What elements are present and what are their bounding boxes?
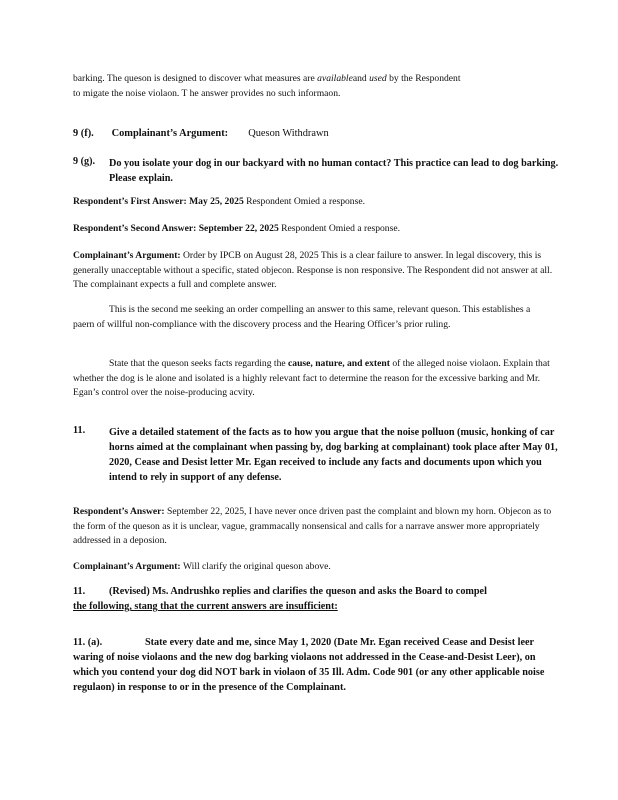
q11rev-number: 11.: [73, 586, 86, 597]
q11rev-text: (Revised) Ms. Andrushko replies and clarifies the queson and asks the Board to compel: [109, 586, 487, 597]
q9g-text: Do you isolate your dog in our backyard with no human contact? This practice can lead to dog barking. Please explain.: [109, 158, 559, 184]
paragraph-second-time: This is the second me seeking an order compelling an answer to this same, relevant queson. This establishes a paern of willful non-compliance with the discovery process and the Hearing Officer’s prior ruling.: [73, 304, 531, 330]
resp2-text: Respondent Omied a response.: [278, 223, 400, 234]
state-bold: cause, nature, and extent: [288, 358, 390, 369]
resp1-date: May 25, 2025: [189, 196, 244, 207]
question-11-revised: [73, 584, 563, 614]
p1-text-a: barking. The queson is designed to discover what measures are: [73, 73, 318, 84]
resp2-label: Respondent’s Second Answer:: [73, 223, 199, 234]
q9f-number: 9 (f).: [73, 128, 94, 139]
question-11a: [73, 635, 563, 695]
q11-number: 11.: [73, 425, 86, 436]
respondent-answer-11: [73, 505, 553, 549]
q9g-number: 9 (g).: [73, 156, 96, 167]
q11a-text: State every date and me, since May 1, 2020 (Date Mr. Egan received Cease and Desist leer waring of noise violaons and the new dog barking violaons not addressed in the Cease-and-Desist Leer), on which you contend your dog did NOT bark in violaon of 35 Ill. Adm. Code 901 (or any other applicable noise regulaon) in response to or in the presence of the Complainant.: [73, 637, 545, 693]
q11-text: Give a detailed statement of the facts as to how you argue that the noise polluon (music, honking of car horns aimed at the complainant when passing by, dog barking at complainant) took place after May 01, 2020, Cease and Desist letter Mr. Egan received to include any facts and documents upon which you intend to rely in support of any defense.: [109, 427, 558, 483]
complainant-argument-9g: [73, 249, 553, 293]
complainant-argument-11: [73, 560, 553, 575]
respondent-first-answer: [73, 195, 553, 210]
resp1-text: Respondent Omied a response.: [243, 196, 365, 207]
p1-italic-available: available: [317, 73, 353, 84]
state-text-a: State that the queson seeks facts regarding the: [109, 358, 289, 369]
question-9f: [73, 127, 553, 142]
p1-text-c: by the Respondent: [386, 73, 461, 84]
q9f-value: Queson Withdrawn: [248, 128, 329, 139]
p1-text-b: and: [352, 73, 370, 84]
paragraph-state-that: [73, 357, 553, 401]
q11rev-line2: the following, stang that the current answers are insufficient:: [73, 601, 338, 612]
arg1-label: Complainant’s Argument:: [73, 250, 183, 261]
respondent-second-answer: [73, 222, 553, 237]
state-text-b: of the alleged noise violaon. Explain that whether the dog is le alone and isolated is a highly relevant fact to determine the reason for the excessive barking and Mr. Egan’s control over the noise-producing acvity.: [73, 358, 550, 398]
resp2-date: September 22, 2025: [198, 223, 279, 234]
arg1-text: Order by IPCB on August 28, 2025 This is a clear failure to answer. In legal discovery, this is generally unacceptable without a specific, stated objecon. Response is non responsive. The Respondent did not answer at all. The complainant expects a full and complete answer.: [73, 250, 553, 290]
p1-line2: to migate the noise violaon. T he answer provides no such informaon.: [73, 87, 341, 99]
q9f-label: Complainant’s Argument:: [111, 128, 229, 139]
resp11-text: September 22, 2025, I have never once driven past the complaint and blown my horn. Objecon as to the form of the queson as it is unclear, vague, grammacally nonsensical and calls for a narrave answer more appropriately addressed in a deposion.: [73, 506, 552, 546]
q11a-number: 11. (a).: [73, 637, 103, 648]
arg11-text: Will clarify the original queson above.: [182, 561, 331, 572]
resp11-label: Respondent’s Answer:: [73, 506, 167, 517]
paragraph-barking: [73, 72, 553, 101]
resp1-label: Respondent’s First Answer:: [73, 196, 190, 207]
p1-italic-used: used: [369, 73, 387, 84]
arg11-label: Complainant’s Argument:: [73, 561, 183, 572]
